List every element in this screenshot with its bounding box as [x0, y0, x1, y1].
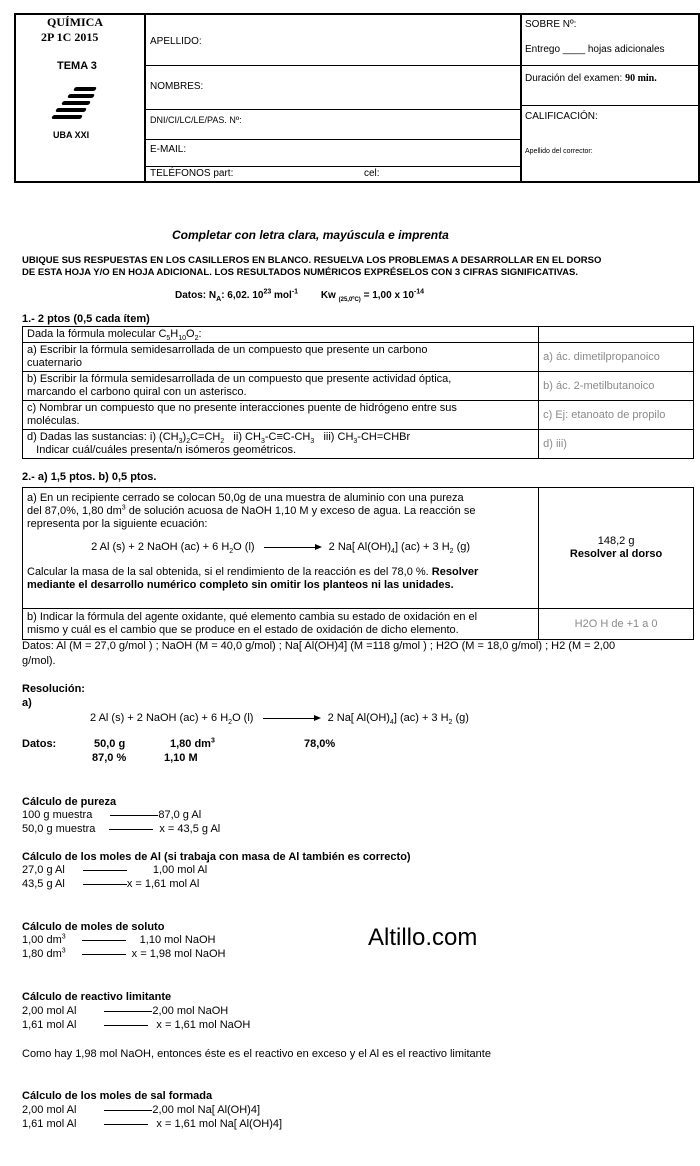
q1-intro-answer[interactable]	[539, 327, 694, 343]
moles-al-row-2: 43,5 g Al x = 1,61 mol Al	[22, 878, 200, 890]
q1-a: a) Escribir la fórmula semidesarrollada de un compuesto que presente un carbono cuaternario	[23, 343, 539, 372]
dato-masa: 50,0 g	[94, 738, 126, 750]
limitante-title: Cálculo de reactivo limitante	[22, 991, 172, 1003]
arrow-icon	[264, 547, 320, 548]
instructions-line-2: DE ESTA HOJA Y/O EN HOJA ADICIONAL. LOS RESULTADOS NUMÉRICOS EXPRÉSELOS CON 3 CIFRAS SIGNIFICATIVAS.	[22, 267, 578, 278]
q2-b-answer[interactable]: H2O H de +1 a 0	[539, 609, 694, 640]
header-box	[14, 13, 700, 183]
duracion-label: Duración del examen: 90 min.	[525, 73, 657, 84]
nombres-label: NOMBRES:	[150, 81, 204, 92]
limitante-row-2: 1,61 mol Al x = 1,61 mol NaOH	[22, 1019, 251, 1031]
pureza-title: Cálculo de pureza	[22, 796, 117, 808]
cel-label: cel:	[364, 168, 380, 179]
q1-d-answer[interactable]: d) iii)	[539, 430, 694, 459]
corrector-label: Apellido del corrector:	[525, 148, 593, 155]
q2-a-answer[interactable]: 148,2 g Resolver al dorso	[539, 488, 694, 609]
email-label: E-MAIL:	[150, 144, 187, 155]
resolucion-equation: 2 Al (s) + 2 NaOH (ac) + 6 $H_2O$ (l) 2 Na[ $Al(OH)_4$] (ac) + 3 $H_2$ (g)	[90, 712, 469, 727]
header-line	[146, 139, 520, 140]
header-line	[146, 166, 520, 167]
q2-table	[22, 487, 694, 640]
entrego-label: Entrego ____ hojas adicionales	[525, 44, 665, 55]
limitante-row-1: 2,00 mol Al 2,00 mol NaOH	[22, 1005, 229, 1017]
sal-title: Cálculo de los moles de sal formada	[22, 1090, 213, 1102]
uba-logo-icon	[52, 85, 102, 125]
sobre-label: SOBRE Nº:	[525, 19, 577, 30]
moles-al-title: Cálculo de los moles de Al (si trabaja con masa de Al también es correcto)	[22, 851, 411, 863]
dato-pureza: 87,0 %	[92, 752, 127, 764]
exam-title: 2P 1C 2015	[41, 30, 99, 44]
constants-line: Datos: $N_A$: 6,02. $10^{23}$ mol$^{-1}$ Kw $_{(25,0ºC)}$ = 1,00 x $10^{-14}$	[175, 288, 425, 303]
instructions-title: Completar con letra clara, mayúscula e imprenta	[172, 228, 449, 242]
q1-b: b) Escribir la fórmula semidesarrollada de un compuesto que presente actividad óptica, marcando el carbono quiral con un asterisco.	[23, 372, 539, 401]
subject-title: QUÍMICA	[47, 15, 103, 29]
q1-a-answer[interactable]: a) ác. dimetilpropanoico	[539, 343, 694, 372]
header-line	[146, 109, 520, 110]
q1-b-answer[interactable]: b) ác. 2-metilbutanoico	[539, 372, 694, 401]
q1-d: d) Dadas las sustancias: i) $(CH_3)_2C=CH_2$ ii) $CH_3-C\equiv C-CH_3$ iii) $CH_3-CH=CHBr$ Indicar cuál/cuáles presenta/n isómeros geométricos.	[23, 430, 539, 459]
q1-table	[22, 326, 694, 459]
dni-label: DNI/CI/LC/LE/PAS. Nº:	[150, 115, 242, 125]
q1-c: c) Nombrar un compuesto que no presente interacciones puente de hidrógeno entre sus moléculas.	[23, 401, 539, 430]
q2-equation: 2 Al (s) + 2 NaOH (ac) + 6 $H_2O$ (l) 2 Na[ $Al(OH)_4$] (ac) + 3 $H_2$ (g)	[91, 541, 471, 556]
dato-volumen: 1,80 $dm^3$	[170, 737, 215, 750]
sal-row-1: 2,00 mol Al 2,00 mol Na[ Al(OH)4]	[22, 1104, 261, 1116]
apellido-label: APELLIDO:	[150, 36, 202, 47]
soluto-title: Cálculo de moles de soluto	[22, 921, 165, 933]
q2-b: b) Indicar la fórmula del agente oxidante, qué elemento cambia su estado de oxidación en el mismo y cuál es el cambio que se produce en el estado de oxidación de dicho elemento.	[23, 609, 539, 640]
molar-masses-line-1: Datos: Al (M = 27,0 g/mol ) ; NaOH (M = 40,0 g/mol) ; Na[ Al(OH)4] (M =118 g/mol ) ; H2O (M = 18,0 g/mol) ; H2 (M = 2,00	[22, 640, 616, 652]
q2-title: 2.- a) 1,5 ptos. b) 0,5 ptos.	[22, 471, 157, 483]
header-line	[522, 65, 700, 66]
q2-a: a) En un recipiente cerrado se colocan 50,0g de una muestra de aluminio con una pureza del 87,0%, 1,80 $dm^3$ de solución acuosa de NaOH 1,10 M y exceso de agua. La reacción se representa por la siguiente ecuación: 2 Al (s) + 2 NaOH (ac) + 6 $H_2O$ (l) 2 Na[ $Al(OH)_4$] (ac) + 3 $H_2$ (g) Calcular la masa de la sal obtenida, si el rendimiento de la reacción es del 78,0 %. Resolver mediante el desarrollo numérico completo sin omitir los planteos ni las unidades.	[23, 488, 539, 609]
header-line	[522, 105, 700, 106]
header-line	[146, 65, 520, 66]
telefonos-label: TELÉFONOS part:	[150, 168, 234, 179]
soluto-row-2: 1,80 $dm^3$ x = 1,98 mol NaOH	[22, 947, 226, 960]
tema-label: TEMA 3	[57, 60, 97, 72]
q1-intro: Dada la fórmula molecular $C_5H_{10}O_2$:	[23, 327, 539, 343]
moles-al-row-1: 27,0 g Al 1,00 mol Al	[22, 864, 208, 876]
dato-molaridad: 1,10 M	[164, 752, 198, 764]
conclusion: Como hay 1,98 mol NaOH, entonces éste es el reactivo en exceso y el Al es el reactivo limitante	[22, 1048, 491, 1060]
header-divider-left	[144, 15, 146, 181]
header-divider-right	[520, 15, 522, 181]
datos-label: Datos:	[22, 738, 57, 750]
pureza-row-2: 50,0 g muestra x = 43,5 g Al	[22, 823, 221, 835]
soluto-row-1: 1,00 $dm^3$ 1,10 mol NaOH	[22, 933, 216, 946]
watermark: Altillo.com	[368, 924, 478, 951]
q1-c-answer[interactable]: c) Ej: etanoato de propilo	[539, 401, 694, 430]
logo-text: UBA XXI	[53, 130, 90, 140]
pureza-row-1: 100 g muestra 87,0 g Al	[22, 809, 202, 821]
calificacion-label: CALIFICACIÓN:	[525, 111, 598, 122]
arrow-icon	[263, 718, 319, 719]
resolucion-a: a)	[22, 697, 32, 709]
molar-masses-line-2: g/mol).	[22, 655, 56, 667]
instructions-line-1: UBIQUE SUS RESPUESTAS EN LOS CASILLEROS EN BLANCO. RESUELVA LOS PROBLEMAS A DESARROLLAR EN EL DORSO	[22, 255, 602, 266]
sal-row-2: 1,61 mol Al x = 1,61 mol Na[ Al(OH)4]	[22, 1118, 283, 1130]
q1-title: 1.- 2 ptos (0,5 cada ítem)	[22, 313, 150, 325]
dato-rendimiento: 78,0%	[304, 738, 336, 750]
resolucion-title: Resolución:	[22, 683, 85, 695]
